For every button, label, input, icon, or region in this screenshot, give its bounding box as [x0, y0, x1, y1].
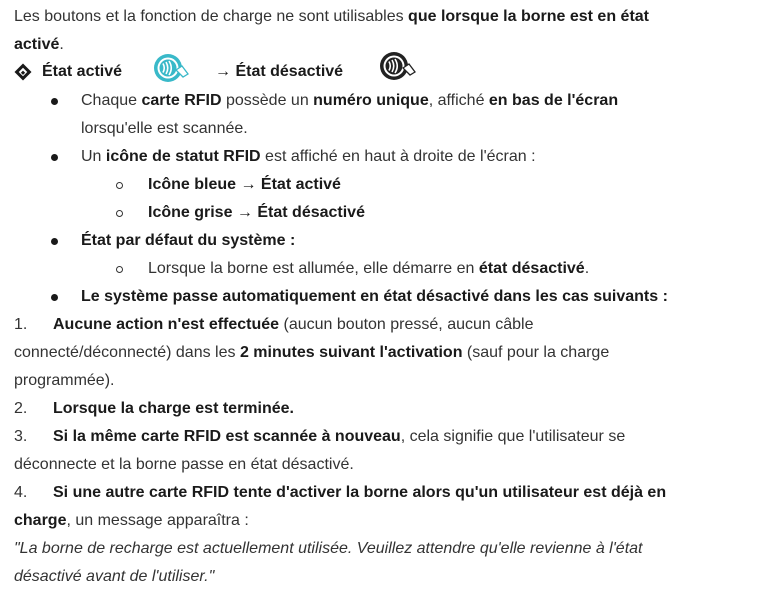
quote-text: désactivé avant de l'utiliser."	[14, 568, 215, 585]
circle-bullet-icon	[116, 210, 123, 217]
text: Lorsque la borne est allumée, elle démarre en	[148, 260, 479, 277]
intro-text: Les boutons et la fonction de charge ne sont utilisables	[14, 8, 409, 25]
quote-line-2	[14, 566, 214, 588]
list-text	[53, 314, 533, 336]
sub-bullet-3	[148, 258, 589, 280]
list-item-4-line-2	[14, 510, 249, 532]
bold-text: charge	[14, 512, 67, 529]
bullet-1-line-1	[81, 90, 618, 112]
diamond-bullet-icon	[15, 64, 32, 81]
sub-bullet-1	[148, 174, 341, 196]
list-number: 3.	[14, 428, 28, 445]
text: .	[584, 260, 590, 277]
text: Un	[81, 148, 106, 165]
bold-text: état désactivé	[478, 260, 585, 277]
bullet-icon	[51, 154, 58, 161]
bold-text: carte RFID	[141, 92, 222, 109]
bullet-icon	[51, 294, 58, 301]
state-active-text: État activé	[42, 63, 123, 80]
bullet-1-line-2	[81, 118, 248, 140]
state-inactive-text: → État désactivé	[215, 63, 344, 80]
text: connecté/déconnecté) dans les	[14, 344, 240, 361]
bold-text: État par défaut du système :	[81, 232, 296, 249]
intro-line-2	[14, 34, 64, 56]
bullet-icon	[51, 238, 58, 245]
list-text	[53, 426, 625, 448]
bold-text: 2 minutes suivant l'activation	[239, 344, 463, 361]
sub-bullet-2	[148, 202, 365, 224]
circle-bullet-icon	[116, 182, 123, 189]
bold-text: en bas de l'écran	[488, 92, 619, 109]
quote-text: "La borne de recharge est actuellement utilisée. Veuillez attendre qu'elle revienne à l'état	[14, 540, 643, 557]
state-inactive-label	[215, 61, 343, 83]
bullet-icon	[51, 98, 58, 105]
bullet-4-line	[81, 286, 668, 308]
quote-line-1	[14, 538, 642, 560]
circle-bullet-icon	[116, 266, 123, 273]
intro-line-1	[14, 6, 649, 28]
bold-text: Lorsque la charge est terminée.	[53, 400, 294, 417]
list-item-1-line-2	[14, 342, 609, 364]
state-active-label	[42, 61, 122, 83]
bullet-2-line	[81, 146, 536, 168]
list-number: 4.	[14, 484, 28, 501]
text: , affiché	[428, 92, 489, 109]
rfid-inactive-icon	[378, 50, 426, 82]
bold-text: Aucune action n'est effectuée	[53, 316, 280, 333]
text: , un message apparaîtra :	[66, 512, 249, 529]
list-item-3-line-2	[14, 454, 354, 476]
text: programmée).	[14, 372, 115, 389]
bold-text: Le système passe automatiquement en état désactivé dans les cas suivants :	[81, 288, 668, 305]
rfid-active-icon	[152, 52, 198, 84]
text: Chaque	[81, 92, 142, 109]
bold-text: Si la même carte RFID est scannée à nouveau	[53, 428, 401, 445]
bold-text: Icône bleue → État activé	[148, 176, 341, 193]
text: déconnecte et la borne passe en état désactivé.	[14, 456, 354, 473]
bold-text: numéro unique	[313, 92, 429, 109]
list-item-1-line-3	[14, 370, 114, 392]
intro-period: .	[59, 36, 64, 53]
bullet-3-line	[81, 230, 295, 252]
intro-bold-2: activé	[14, 36, 60, 53]
text: lorsqu'elle est scannée.	[81, 120, 248, 137]
bold-text: icône de statut RFID	[105, 148, 261, 165]
text: , cela signifie que l'utilisateur se	[400, 428, 626, 445]
bold-text: Si une autre carte RFID tente d'activer la borne alors qu'un utilisateur est déjà en	[53, 484, 667, 501]
text: (aucun bouton pressé, aucun câble	[279, 316, 534, 333]
list-number: 2.	[14, 400, 28, 417]
list-number: 1.	[14, 316, 28, 333]
text: (sauf pour la charge	[462, 344, 610, 361]
text: est affiché en haut à droite de l'écran :	[260, 148, 536, 165]
intro-bold: que lorsque la borne est en état	[408, 8, 649, 25]
text: possède un	[221, 92, 314, 109]
bold-text: Icône grise → État désactivé	[148, 204, 365, 221]
